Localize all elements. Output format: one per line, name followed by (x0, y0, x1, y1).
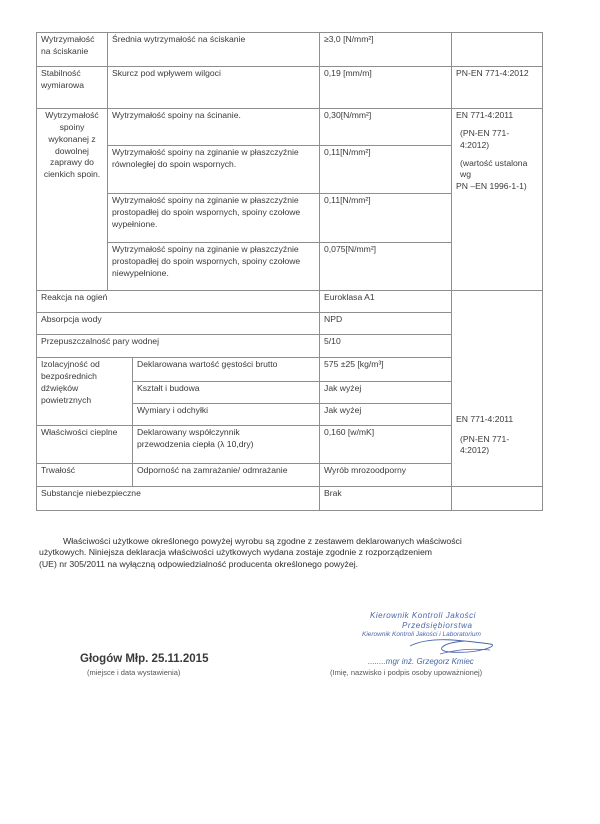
characteristic-cell: Wytrzymałość spoiny wykonanej z dowolnej zaprawy do cienkich spoin. (37, 109, 108, 291)
stamp-line: Przedsiębiorstwa (402, 621, 473, 630)
detail-cell (133, 426, 320, 464)
value-cell: 0,19 [mm/m] (320, 67, 452, 109)
standard-line: EN 771-4:2011 (456, 413, 514, 424)
value-cell: 0,11[N/mm²] (320, 146, 452, 194)
value-cell: NPD (320, 313, 452, 335)
detail-cell: Wytrzymałość spoiny na zginanie w płaszczyźnie prostopadłej do spoin wspornych, spoiny czołowe niewypełnione. (108, 243, 320, 291)
detail-cell: Średnia wytrzymałość na ściskanie (108, 33, 320, 67)
detail-cell: Odporność na zamrażanie/ odmrażanie (133, 464, 320, 487)
detail-cell: Kształt i budowa (133, 382, 320, 404)
table-row (37, 291, 543, 313)
table-row (37, 109, 543, 146)
characteristic-cell: Trwałość (37, 464, 133, 487)
characteristic-cell: Właściwości cieplne (37, 426, 133, 464)
standard-line: (PN-EN 771-4:2012) (460, 127, 510, 150)
value-cell: 0,30[N/mm²] (320, 109, 452, 146)
standard-cell (452, 109, 543, 291)
value-cell: 0,11[N/mm²] (320, 194, 452, 243)
characteristic-cell: Absorpcja wody (37, 313, 320, 335)
value-cell: Wyrób mrozoodporny (320, 464, 452, 487)
stamp-line: Kierownik Kontroli Jakości (370, 611, 476, 620)
standard-cell: PN-EN 771-4:2012 (452, 67, 543, 109)
detail-cell: Skurcz pod wpływem wilgoci (108, 67, 320, 109)
value-cell: 575 ±25 [kg/m³] (320, 358, 452, 382)
characteristic-cell: Przepuszczalność pary wodnej (37, 335, 320, 358)
detail-line: przewodzenia ciepła (λ 10,dry) (137, 438, 254, 449)
standard-cell (452, 487, 543, 511)
standard-line: PN –EN 1996-1-1) (456, 181, 527, 192)
stamp-line: Kierownik Kontroli Jakości i Laboratorium (362, 631, 481, 638)
value-cell: Jak wyżej (320, 382, 452, 404)
value-cell: Brak (320, 487, 452, 511)
detail-line: Deklarowany współczynnik (137, 427, 240, 437)
declaration-paragraph (39, 536, 551, 570)
detail-cell: Wytrzymałość spoiny na zginanie w płaszczyźnie prostopadłej do spoin wspornych, spoiny czołowe wypełnione. (108, 194, 320, 243)
standard-cell (452, 291, 543, 487)
table-row (37, 487, 543, 511)
stamp-line: ........mgr inż. Grzegorz Kmiec (368, 657, 474, 666)
quality-stamp (340, 610, 540, 670)
table-row (37, 67, 543, 109)
declaration-line: Właściwości użytkowe określonego powyżej wyrobu są zgodne z zestawem deklarowanych właściwości (63, 536, 462, 546)
place-date: Głogów Młp. 25.11.2015 (80, 653, 209, 665)
standard-line: EN 771-4:2011 (456, 110, 514, 120)
performance-table (36, 32, 543, 511)
place-date-caption: (miejsce i data wystawienia) (87, 668, 181, 677)
detail-cell: Wytrzymałość spoiny na ścinanie. (108, 109, 320, 146)
declaration-line: (UE) nr 305/2011 na wyłączną odpowiedzialność producenta określonego powyżej. (39, 558, 359, 569)
standard-line: (wartość ustalona wg (460, 157, 528, 180)
characteristic-cell: Izolacyjność od bezpośrednich dźwięków powietrznych (37, 358, 133, 426)
value-cell: ≥3,0 [N/mm²] (320, 33, 452, 67)
standard-line: (PN-EN 771-4:2012) (460, 433, 510, 456)
value-cell: Jak wyżej (320, 404, 452, 426)
declaration-line: użytkowych. Niniejsza deklaracja właściwości użytkowych wydana zostaje zgodnie z rozporządzeniem (39, 547, 433, 558)
value-cell: Euroklasa A1 (320, 291, 452, 313)
signer-caption: (Imię, nazwisko i podpis osoby upoważnionej) (330, 668, 483, 677)
table-row (37, 33, 543, 67)
value-cell: 0,160 [w/mK] (320, 426, 452, 464)
characteristic-cell: Stabilność wymiarowa (37, 67, 108, 109)
detail-cell: Deklarowana wartość gęstości brutto (133, 358, 320, 382)
characteristic-cell: Reakcja na ogień (37, 291, 320, 313)
value-cell: 0,075[N/mm²] (320, 243, 452, 291)
characteristic-cell: Wytrzymałość na ściskanie (37, 33, 108, 67)
value-cell: 5/10 (320, 335, 452, 358)
standard-cell (452, 33, 543, 67)
characteristic-cell: Substancje niebezpieczne (37, 487, 320, 511)
detail-cell: Wytrzymałość spoiny na zginanie w płaszczyźnie równoległej do spoin wspornych. (108, 146, 320, 194)
detail-cell: Wymiary i odchyłki (133, 404, 320, 426)
